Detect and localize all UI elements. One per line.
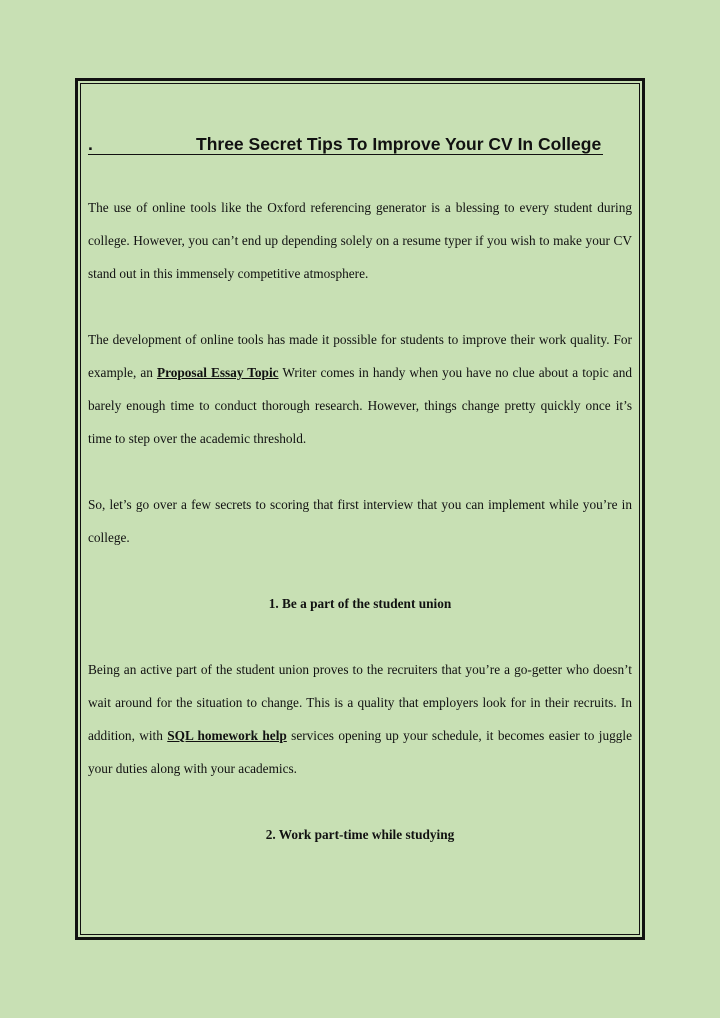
paragraph-tools [88,323,632,455]
section-heading-2: 2. Work part-time while studying [265,827,455,842]
document-title [88,134,632,168]
paragraph-union [88,653,632,785]
title-text: Three Secret Tips To Improve Your CV In College [196,134,602,154]
paragraph-intro: The use of online tools like the Oxford referencing generator is a blessing to every student during college. However, you can’t end up depending solely on a resume typer if you wish to make your CV stand out in this immensely competitive atmosphere. [88,200,632,281]
sql-homework-help-link[interactable]: SQL homework help [167,728,287,743]
proposal-essay-topic-link[interactable]: Proposal Essay Topic [156,365,279,380]
paragraph-text: services opening up your schedule, it becomes easier to juggle your duties along with your academics. [88,728,632,776]
title-prefix: . [88,134,196,155]
paragraph-text: The development of online tools has made it possible for students to improve their work quality. For example, an [88,332,632,380]
paragraph-secrets: So, let’s go over a few secrets to scoring that first interview that you can implement while you’re in college. [88,497,632,545]
paragraph-text: Being an active part of the student union proves to the recruiters that you’re a go-getter who doesn’t wait around for the situation to change. This is a quality that employers look for in their recruits. In addition, with [88,662,632,743]
document-body [88,134,632,851]
paragraph-text: Writer comes in handy when you have no clue about a topic and barely enough time to conduct thorough research. However, things change pretty quickly once it’s time to step over the academic threshold. [88,365,632,446]
section-heading-1: 1. Be a part of the student union [268,596,452,611]
